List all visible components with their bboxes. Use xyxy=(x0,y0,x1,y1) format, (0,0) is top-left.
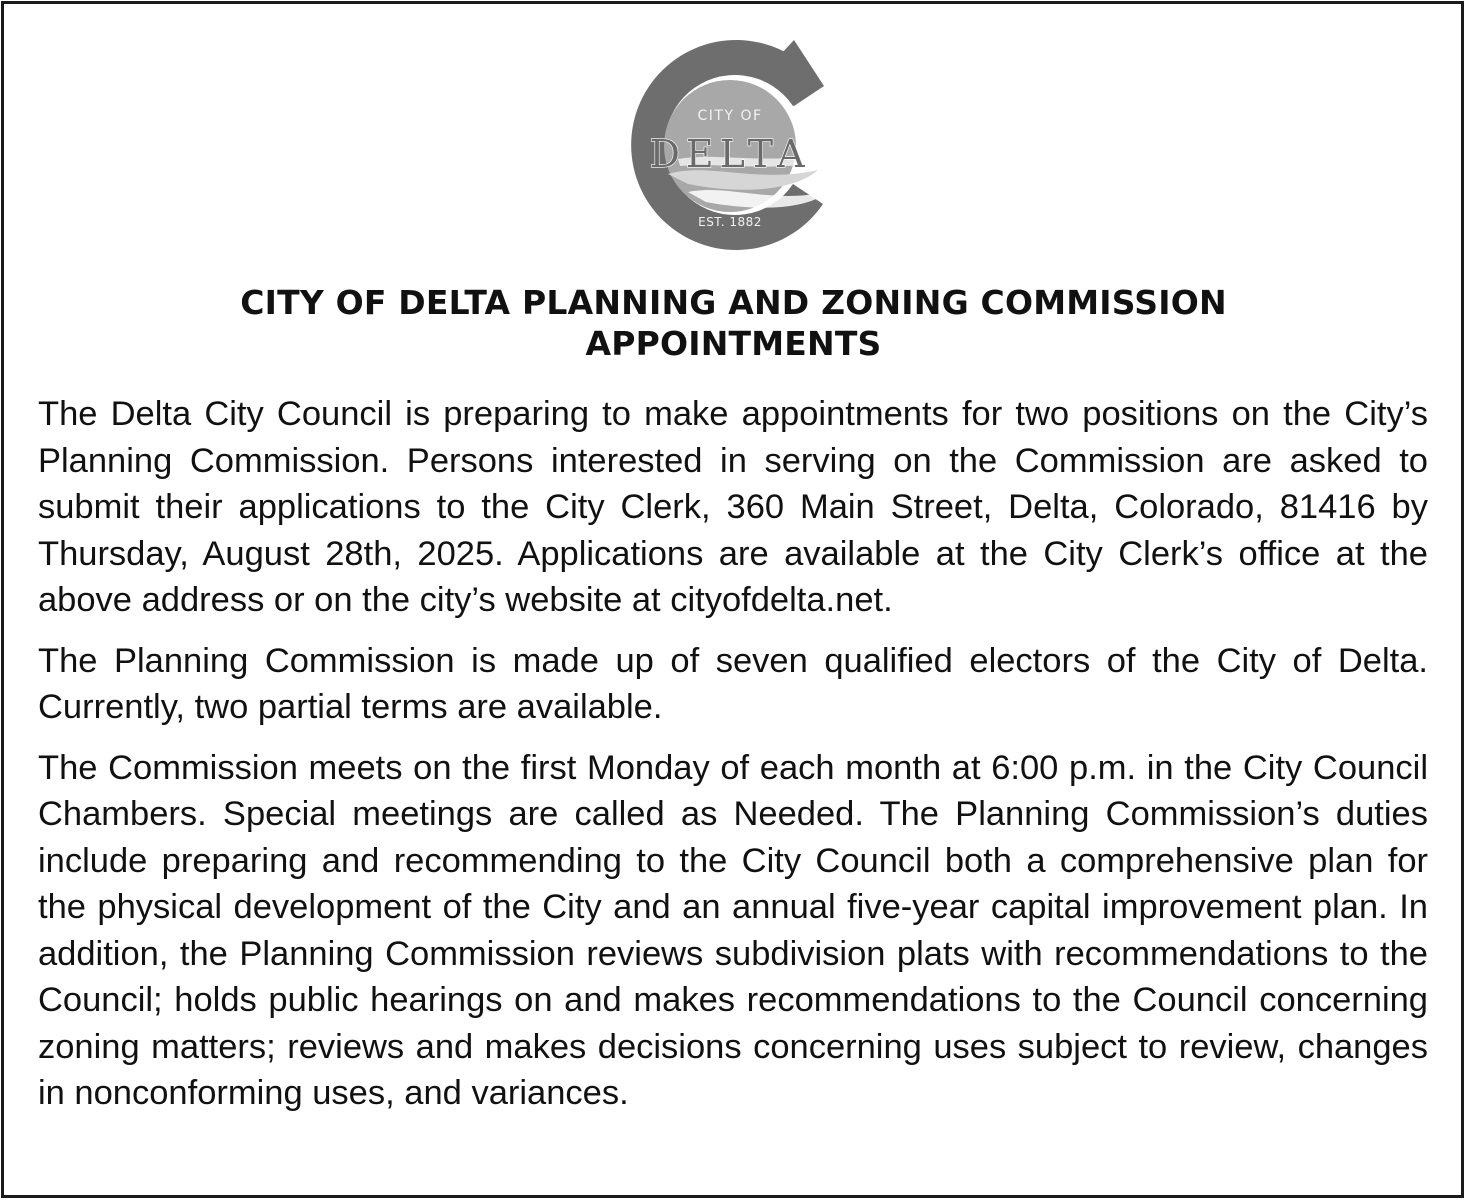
logo-top-text: CITY OF xyxy=(697,108,763,124)
notice-title-line: CITY OF DELTA PLANNING AND ZONING COMMISSION xyxy=(240,283,1227,322)
notice-title-line: APPOINTMENTS xyxy=(585,324,882,363)
notice-title xyxy=(40,282,1427,364)
notice-body xyxy=(38,391,1428,1131)
logo-name: DELTA xyxy=(649,132,811,176)
notice-paragraph: The Delta City Council is preparing to make appointments for two positions on the City’s Planning Commission. Persons interested in serving on the Commission are asked to submit their applications to the City Clerk, 360 Main Street, Delta, Colorado, 81416 by Thursday, August 28th, 2025. Applications are available at the City Clerk’s office at the above address or on the city’s website at cityofdelta.net. xyxy=(38,395,1428,619)
city-of-delta-logo xyxy=(618,34,850,256)
logo-established: EST. 1882 xyxy=(698,215,762,229)
notice-paragraph: The Planning Commission is made up of seven qualified electors of the City of Delta. Currently, two partial terms are available. xyxy=(38,641,1428,726)
notice-paragraph: The Commission meets on the first Monday of each month at 6:00 p.m. in the City Council Chambers. Special meetings are called as Needed. The Planning Commission’s duties include preparing and recommending to the City Council both a comprehensive plan for the physical development of the City and an annual five-year capital improvement plan. In addition, the Planning Commission reviews subdivision plats with recommendations to the Council; holds public hearings on and makes recommendations to the Council concerning zoning matters; reviews and makes decisions concerning uses subject to review, changes in nonconforming uses, and variances. xyxy=(38,748,1428,1112)
